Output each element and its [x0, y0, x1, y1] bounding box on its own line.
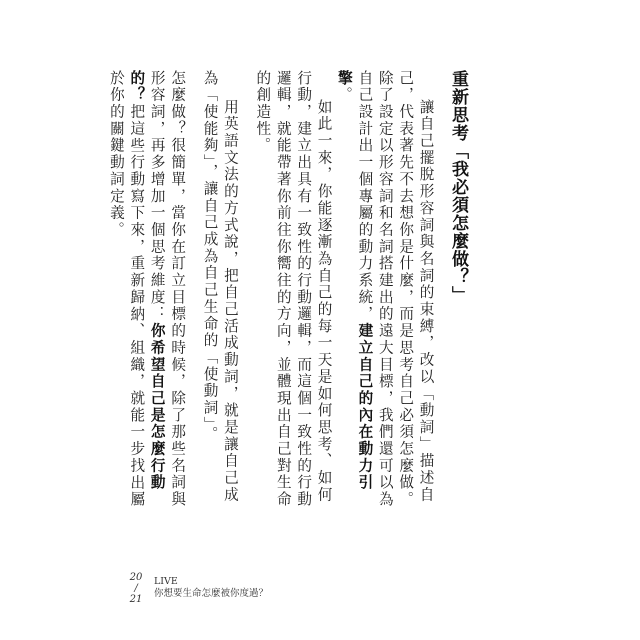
paragraph-1 — [334, 70, 436, 512]
paragraph-1-end: 。 — [335, 86, 353, 104]
vertical-text-block — [106, 70, 469, 512]
page-number-left: 20 — [129, 572, 143, 583]
section-heading: 重新思考「我必須怎麼做？」 — [448, 70, 468, 304]
page-numbers — [128, 572, 144, 605]
paragraph-4-end: 把這些行動寫下來，重新歸納、組織，就能一步找出屬於你的關鍵動詞定義。 — [107, 70, 146, 509]
paragraph-1-emphasis: 建立自己的內在動力引擎 — [335, 70, 374, 492]
paragraph-2: 如此一來，你能逐漸為自己的每一天是如何思考、如何行動，建立出具有一致性的行動邏輯，而這個一致性的行動邏輯，就能帶著你前往你嚮往的方向，並體現出自己對生命的創造性。 — [254, 70, 333, 509]
paragraph-3: 用英語文法的方式說，把自己活成動詞，就是讓自己成為「使能夠」，讓自己成為自己生命的「使動詞」。 — [201, 70, 239, 504]
paragraph-4 — [106, 70, 188, 512]
running-head — [154, 576, 268, 600]
page-number-right: 21 — [129, 594, 143, 605]
running-head-series: LIVE — [154, 576, 178, 587]
paragraph-4-text: 怎麼做？很簡單，當你在訂立目標的時候，除了那些名詞與形容詞，再多增加一個思考維度： — [148, 70, 187, 509]
paragraph-4-emphasis: 你希望自己是怎麼行動的？ — [128, 70, 166, 492]
running-head-title: 你想要生命怎麼被你度過？ — [154, 588, 269, 599]
paragraph-1-text: 讓自己擺脫形容詞與名詞的束縛，改以「動詞」描述自己，代表著先不去想你是什麼，而是思考自己必須怎麼做。除了設定以形容詞和名詞搭建出的遠大目標，我們還可以為自己設計出一個專屬的動力系統， — [356, 70, 435, 509]
page-number-separator: / — [134, 583, 138, 594]
